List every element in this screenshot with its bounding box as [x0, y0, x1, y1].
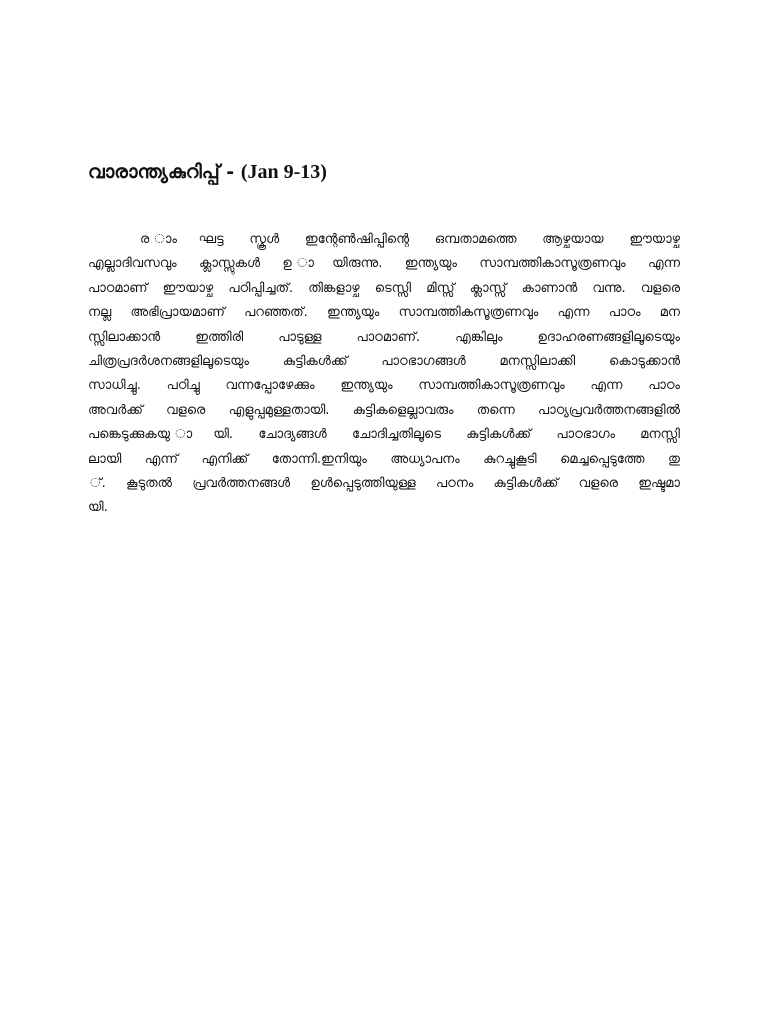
body-paragraph — [88, 228, 680, 521]
paragraph-line: ്. കൂടുതൽ പ്രവർത്തനങ്ങൾ ഉൾപ്പെടുത്തിയുള്ള പഠനം കുട്ടികൾക്ക് വളരെ ഇഷ്ടമാ — [90, 475, 680, 491]
title-text: വാരാന്ത്യകുറിപ്പ് - — [88, 161, 241, 183]
paragraph-line: ര ാംഘട്ട സ്കൂൾ ഇന്റേൺഷിപ്പിന്റെ ഒമ്പതാമത്തെ ആഴ്ചയായ ഈയാഴ്ച — [140, 232, 680, 247]
paragraph-line: അവർക്ക് വളരെ എളുപ്പമുള്ളതായി. കുട്ടികളെല്ലാവരും തന്നെ പാഠ്യപ്രവർത്തനങ്ങളിൽ — [88, 402, 680, 418]
paragraph-line: യി. — [88, 500, 108, 516]
paragraph-line: നല്ല അഭിപ്രായമാണ് പറഞ്ഞത്. ഇന്ത്യയും സാമ്പത്തികസൂത്രണവും എന്ന പാഠം മന — [88, 305, 680, 321]
paragraph-line: പങ്കെടുക്കുകയു ായി. ചോദ്യങ്ങൾ ചോദിച്ചതിലൂടെ കുട്ടികൾക്ക് പാഠഭാഗം മനസ്സി — [88, 427, 680, 443]
paragraph-line: സ്സിലാക്കാൻ ഇത്തിരി പാടുള്ള പാഠമാണ്. എങ്കിലും ഉദാഹരണങ്ങളിലൂടെയും — [88, 329, 680, 345]
title-date: (Jan 9-13) — [240, 161, 327, 183]
paragraph-line: എല്ലാദിവസവും ക്ലാസ്സുകൾ ഉ ായിരുന്നു. ഇന്ത്യയും സാമ്പത്തികാസൂത്രണവും എന്ന — [88, 256, 680, 272]
document-title — [88, 158, 688, 186]
paragraph-line: സാധിച്ചു. പഠിച്ചു വന്നപ്പോഴേക്കും ഇന്ത്യയും സാമ്പത്തികാസൂത്രണവും എന്ന പാഠം — [88, 378, 680, 394]
paragraph-line: പാഠമാണ് ഈയാഴ്ച പഠിപ്പിച്ചത്. തിങ്കളാഴ്ച ടെസ്സി മിസ്സ് ക്ലാസ്സ് കാണാൻ വന്നു. വളരെ — [88, 280, 680, 296]
paragraph-line: ലായി എന്ന് എനിക്ക് തോന്നി.ഇനിയും അധ്യാപനം കുറച്ചുകൂടി മെച്ചപ്പെടുത്തേ തു — [88, 451, 680, 467]
paragraph-line: ചിത്രപ്രദർശനങ്ങളിലൂടെയും കുട്ടികൾക്ക് പാഠഭാഗങ്ങൾ മനസ്സിലാക്കി കൊടുക്കാൻ — [88, 353, 680, 369]
